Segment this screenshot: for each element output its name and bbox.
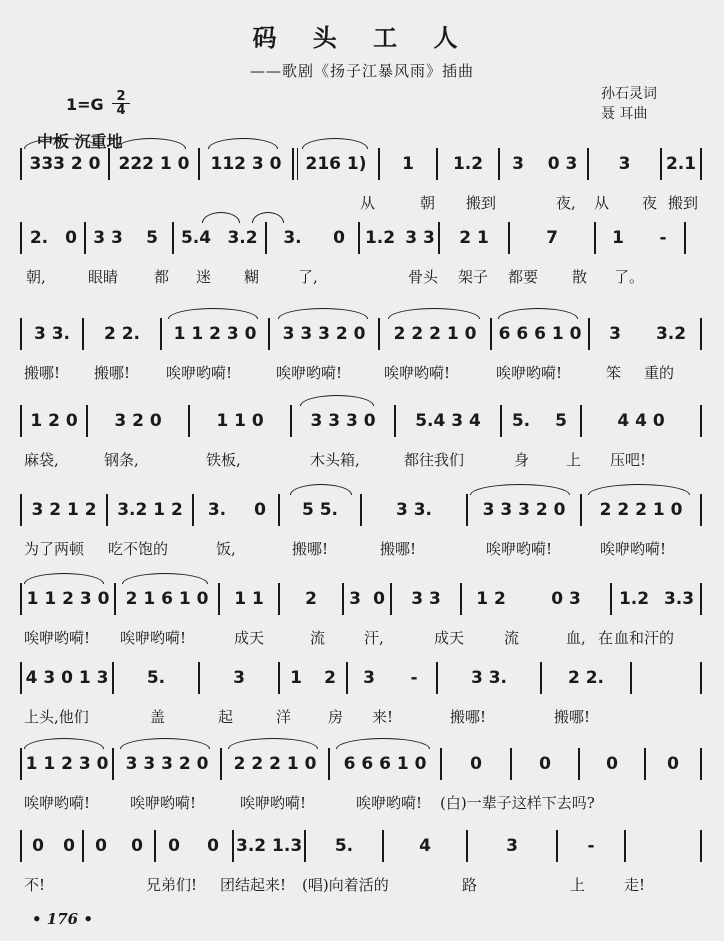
note-group: 0 <box>65 228 77 248</box>
barline <box>440 748 442 780</box>
lyric-word: 都要 <box>508 268 539 286</box>
barline <box>292 148 294 180</box>
lyric-word: 迷 <box>196 268 212 286</box>
lyric-word: 兄弟们! <box>146 876 198 894</box>
note-group: 1 <box>402 154 414 174</box>
barline <box>218 583 220 615</box>
slur-mark <box>336 738 430 749</box>
note-group: 0 <box>333 228 345 248</box>
lyric-word: 笨 <box>606 364 622 382</box>
note-group: 1 1 <box>234 589 264 609</box>
lyric-word: 唉咿哟嗬! <box>240 794 307 812</box>
barline <box>268 318 270 350</box>
note-group: 0 <box>168 836 180 856</box>
barline <box>700 148 702 180</box>
note-group: 3.2 1.3 <box>236 836 303 856</box>
note-group: 0 <box>95 836 107 856</box>
note-group: 0 <box>207 836 219 856</box>
note-group: 4 4 0 <box>617 411 665 431</box>
barline <box>346 662 348 694</box>
barline <box>700 405 702 437</box>
barline <box>20 583 22 615</box>
barline <box>500 405 502 437</box>
barline <box>265 222 267 254</box>
note-group: 0 <box>606 754 618 774</box>
barline <box>20 318 22 350</box>
slur-mark <box>498 308 578 319</box>
barline <box>378 148 380 180</box>
note-group: 2 1 <box>459 228 489 248</box>
barline <box>700 830 702 862</box>
barline <box>220 748 222 780</box>
barline <box>20 748 22 780</box>
barline <box>510 748 512 780</box>
lyrics-line <box>20 874 700 898</box>
lyrics-line <box>20 266 700 290</box>
barline <box>232 830 234 862</box>
note-group: 3 3 <box>93 228 123 248</box>
barline <box>594 222 596 254</box>
barline <box>578 748 580 780</box>
note-group: 3 <box>512 154 524 174</box>
note-group: 112 3 0 <box>210 154 282 174</box>
lyric-word: 唉咿哟嗬! <box>130 794 197 812</box>
slur-mark <box>588 484 690 495</box>
lyric-word: 身 <box>514 451 530 469</box>
lyricist-credit: 孙石灵词 <box>601 86 657 102</box>
lyrics-line <box>20 792 700 816</box>
note-group: 7 <box>546 228 558 248</box>
note-group: 5.4 <box>180 228 212 248</box>
note-group: 3 3. <box>395 500 433 520</box>
lyric-word: 流 <box>310 629 326 647</box>
note-group: 2 2 2 1 0 <box>233 754 317 774</box>
note-group: 3. <box>207 500 227 520</box>
note-group: 3.2 1 2 <box>117 500 183 520</box>
barline <box>580 494 582 526</box>
lyric-word: 眼睛 <box>88 268 119 286</box>
song-title: 码 头 工 人 <box>252 23 472 52</box>
note-group: 3.2 <box>227 228 258 248</box>
barline <box>390 583 392 615</box>
lyric-word: 血, <box>566 629 586 647</box>
notation-line <box>20 662 700 694</box>
note-group: 2 1 6 1 0 <box>125 589 209 609</box>
note-group: 333 2 0 <box>29 154 101 174</box>
time-signature-bottom: 4 <box>116 103 126 118</box>
barline <box>84 222 86 254</box>
barline <box>112 748 114 780</box>
lyric-word: 铁板, <box>206 451 241 469</box>
lyric-word: 上 <box>566 451 582 469</box>
barline <box>490 318 492 350</box>
barline <box>394 405 396 437</box>
lyric-word: 钢条, <box>104 451 139 469</box>
lyric-word: 走! <box>624 876 646 894</box>
note-group: 1 1 2 3 0 <box>26 589 110 609</box>
note-group: 5. <box>334 836 354 856</box>
barline <box>438 222 440 254</box>
lyric-word: 为了两顿 <box>24 540 85 558</box>
note-group: 0 <box>539 754 551 774</box>
lyric-word: 朝, <box>26 268 46 286</box>
barline <box>112 662 114 694</box>
note-group: 3 2 1 2 <box>31 500 97 520</box>
note-group: 2 2 2 1 0 <box>393 324 477 344</box>
note-group: 0 <box>667 754 679 774</box>
barline <box>610 583 612 615</box>
lyrics-line <box>20 627 700 651</box>
note-group: 1 <box>612 228 624 248</box>
lyric-word: 搬哪! <box>380 540 417 558</box>
lyric-word: 搬到 <box>668 194 699 212</box>
lyric-word: 汗, <box>364 629 384 647</box>
lyric-word: 木头箱, <box>310 451 360 469</box>
slur-mark <box>24 573 104 584</box>
lyric-word: 搬哪! <box>94 364 131 382</box>
note-group: 1 2 0 <box>30 411 78 431</box>
barline <box>382 830 384 862</box>
lyric-word: 搬哪! <box>292 540 329 558</box>
lyric-word: 成天 <box>434 629 465 647</box>
lyric-word: 夜 <box>642 194 658 212</box>
barline <box>192 494 194 526</box>
barline <box>700 662 702 694</box>
note-group: 5. <box>511 411 531 431</box>
note-group: 5.4 3 4 <box>415 411 481 431</box>
note-group: 2 2. <box>567 668 605 688</box>
note-group: 1 2 <box>476 589 506 609</box>
note-group: 0 <box>63 836 75 856</box>
note-group: 216 1) <box>305 154 367 174</box>
note-group: 3 <box>363 668 375 688</box>
barline <box>20 148 22 180</box>
lyric-word: 唉咿哟嗬! <box>486 540 553 558</box>
barline <box>114 583 116 615</box>
lyric-word: 唉咿哟嗬! <box>24 629 91 647</box>
note-group: 3 3 3 2 0 <box>282 324 366 344</box>
lyric-word: 搬哪! <box>450 708 487 726</box>
notation-line <box>20 148 700 180</box>
note-group: 3 <box>233 668 245 688</box>
lyric-word: 麻袋, <box>24 451 59 469</box>
notation-line <box>20 583 700 615</box>
barline <box>278 494 280 526</box>
lyric-word: 糊 <box>244 268 260 286</box>
barline <box>328 748 330 780</box>
slur-mark <box>470 484 570 495</box>
lyric-word: (白)一辈子这样下去吗? <box>440 794 595 812</box>
note-group: 2 2 2 1 0 <box>599 500 683 520</box>
lyric-word: 盖 <box>150 708 166 726</box>
barline <box>304 830 306 862</box>
barline <box>508 222 510 254</box>
lyric-word: 从 <box>360 194 376 212</box>
lyric-word: 搬到 <box>466 194 497 212</box>
barline <box>188 405 190 437</box>
note-group: 0 3 <box>547 154 578 174</box>
note-group: 0 3 <box>551 589 581 609</box>
barline <box>498 148 500 180</box>
note-group: 3.2 <box>655 324 687 344</box>
barline <box>342 583 344 615</box>
barline <box>630 662 632 694</box>
lyric-word: (唱)向着活的 <box>302 876 389 894</box>
notation-line <box>20 830 700 862</box>
slur-mark <box>290 484 352 495</box>
lyrics-line <box>20 362 700 386</box>
barline <box>588 318 590 350</box>
note-group: 3 <box>618 154 631 174</box>
barline <box>20 830 22 862</box>
time-signature-top: 2 <box>112 90 130 104</box>
slur-mark <box>300 395 374 406</box>
lyric-word: 散 <box>572 268 588 286</box>
barline <box>700 494 702 526</box>
lyric-word: 团结起来! <box>220 876 287 894</box>
notation-line <box>20 222 700 254</box>
note-group: 222 1 0 <box>118 154 190 174</box>
lyric-word: 唉咿哟嗬! <box>24 794 91 812</box>
note-group: 1.2 <box>452 154 484 174</box>
barline <box>660 148 662 180</box>
page-number: • 176 • <box>32 910 93 928</box>
note-group: 3 3. <box>33 324 71 344</box>
lyric-word: 压吧! <box>610 451 647 469</box>
note-group: 3.3 <box>663 589 695 609</box>
note-group: 0 <box>32 836 44 856</box>
barline <box>580 405 582 437</box>
lyrics-line <box>20 538 700 562</box>
barline <box>20 405 22 437</box>
lyric-word: 不! <box>24 876 46 894</box>
barline <box>466 494 468 526</box>
slur-mark <box>278 308 368 319</box>
barline <box>20 222 22 254</box>
slur-mark <box>120 738 210 749</box>
slur-mark <box>388 308 480 319</box>
barline <box>460 583 462 615</box>
lyric-word: 了。 <box>614 268 645 286</box>
slur-mark <box>24 738 104 749</box>
lyric-word: 重的 <box>644 364 675 382</box>
note-group: 6 6 6 1 0 <box>343 754 427 774</box>
lyric-word: 流 <box>504 629 520 647</box>
lyrics-line <box>20 449 700 473</box>
barline <box>644 748 646 780</box>
note-group: 5 5. <box>301 500 339 520</box>
barline <box>540 662 542 694</box>
lyric-word: 朝 <box>420 194 436 212</box>
barline <box>358 222 360 254</box>
note-group: - <box>659 228 667 248</box>
note-group: 3 3 3 2 0 <box>482 500 566 520</box>
barline <box>378 318 380 350</box>
barline <box>198 148 200 180</box>
barline <box>466 830 468 862</box>
barline <box>82 318 84 350</box>
lyric-word: 搬哪! <box>554 708 591 726</box>
barline <box>86 405 88 437</box>
lyric-word: 唉咿哟嗬! <box>166 364 233 382</box>
note-group: 4 3 0 1 3 <box>25 668 109 688</box>
lyric-word: 房 <box>328 708 344 726</box>
lyric-word: 夜, <box>556 194 576 212</box>
barline <box>20 494 22 526</box>
lyric-word: 洋 <box>276 708 292 726</box>
lyric-word: 成天 <box>234 629 265 647</box>
barline <box>436 662 438 694</box>
notation-line <box>20 318 700 350</box>
note-group: 2 2. <box>103 324 141 344</box>
lyric-word: 了, <box>298 268 318 286</box>
key-signature: 1=G <box>66 95 104 114</box>
lyric-word: 血和汗的 <box>614 629 675 647</box>
note-group: - <box>587 836 595 856</box>
note-group: 3 <box>349 589 361 609</box>
barline <box>278 583 280 615</box>
note-group: 0 <box>470 754 482 774</box>
note-group: 1 1 0 <box>216 411 264 431</box>
note-group: 3 <box>609 324 621 344</box>
slur-mark <box>228 738 318 749</box>
tempo-marking: 中板 沉重地 <box>37 132 123 151</box>
lyric-word: 骨头 <box>408 268 439 286</box>
note-group: 1.2 <box>618 589 650 609</box>
slur-mark <box>122 573 208 584</box>
slur-mark <box>302 138 368 149</box>
lyric-word: 唉咿哟嗬! <box>384 364 451 382</box>
barline <box>700 583 702 615</box>
lyrics-line <box>20 192 700 216</box>
note-group: 3 3 <box>411 589 441 609</box>
note-group: 5 <box>555 411 567 431</box>
slur-mark <box>208 138 278 149</box>
barline <box>82 830 84 862</box>
barline <box>108 148 110 180</box>
lyric-word: 饭, <box>216 540 236 558</box>
barline <box>587 148 589 180</box>
song-subtitle: ——歌剧《扬子江暴风雨》插曲 <box>249 62 474 80</box>
barline <box>106 494 108 526</box>
credits <box>601 84 657 124</box>
notation-line <box>20 494 700 526</box>
slur-mark <box>116 138 186 149</box>
lyric-word: 唉咿哟嗬! <box>356 794 423 812</box>
lyric-word: 搬哪! <box>24 364 61 382</box>
note-group: - <box>410 668 418 688</box>
lyric-word: 唉咿哟嗬! <box>276 364 343 382</box>
barline <box>20 662 22 694</box>
note-group: 3 <box>506 836 518 856</box>
note-group: 1.2 <box>364 228 396 248</box>
barline <box>278 662 280 694</box>
note-group: 3 3 3 0 <box>310 411 376 431</box>
composer-credit: 聂 耳曲 <box>601 106 648 122</box>
barline <box>700 748 702 780</box>
lyric-word: 唉咿哟嗬! <box>496 364 563 382</box>
lyric-word: 来! <box>372 708 394 726</box>
note-group: 1 1 2 3 0 <box>25 754 109 774</box>
lyric-word: 都 <box>154 268 170 286</box>
barline <box>172 222 174 254</box>
barline <box>624 830 626 862</box>
note-group: 4 <box>419 836 431 856</box>
note-group: 2. <box>29 228 49 248</box>
lyric-word: 唉咿哟嗬! <box>120 629 187 647</box>
note-group: 2 <box>324 668 336 688</box>
note-group: 2.1 <box>665 154 697 174</box>
lyric-word: 上 <box>570 876 586 894</box>
barline <box>684 222 686 254</box>
time-signature <box>112 90 130 117</box>
note-group: 1 1 2 3 0 <box>173 324 257 344</box>
barline <box>290 405 292 437</box>
lyric-word: 上头,他们 <box>24 708 89 726</box>
barline <box>360 494 362 526</box>
lyric-word: 唉咿哟嗬! <box>600 540 667 558</box>
note-group: 2 <box>305 589 317 609</box>
lyric-word: 路 <box>462 876 478 894</box>
note-group: 3 3 3 2 0 <box>125 754 209 774</box>
note-group: 0 <box>131 836 143 856</box>
barline <box>556 830 558 862</box>
note-group: 3 3. <box>470 668 508 688</box>
lyric-word: 吃不饱的 <box>108 540 169 558</box>
lyric-word: 从 <box>594 194 610 212</box>
barline <box>198 662 200 694</box>
notation-line <box>20 748 700 780</box>
lyric-word: 架子 <box>458 268 489 286</box>
note-group: 0 <box>373 589 385 609</box>
barline <box>700 318 702 350</box>
note-group: 0 <box>254 500 266 520</box>
lyric-word: 都往我们 <box>404 451 465 469</box>
note-group: 1 <box>290 668 302 688</box>
barline <box>154 830 156 862</box>
notation-line <box>20 405 700 437</box>
note-group: 5. <box>146 668 166 688</box>
note-group: 6 6 6 1 0 <box>498 324 582 344</box>
note-group: 3. <box>283 228 302 248</box>
lyrics-line <box>20 706 700 730</box>
barline <box>436 148 438 180</box>
barline <box>160 318 162 350</box>
lyric-word: 起 <box>218 708 234 726</box>
note-group: 3 2 0 <box>114 411 162 431</box>
note-group: 3 3 <box>405 228 435 248</box>
note-group: 5 <box>146 228 158 248</box>
lyric-word: 在 <box>598 629 614 647</box>
slur-mark <box>168 308 258 319</box>
